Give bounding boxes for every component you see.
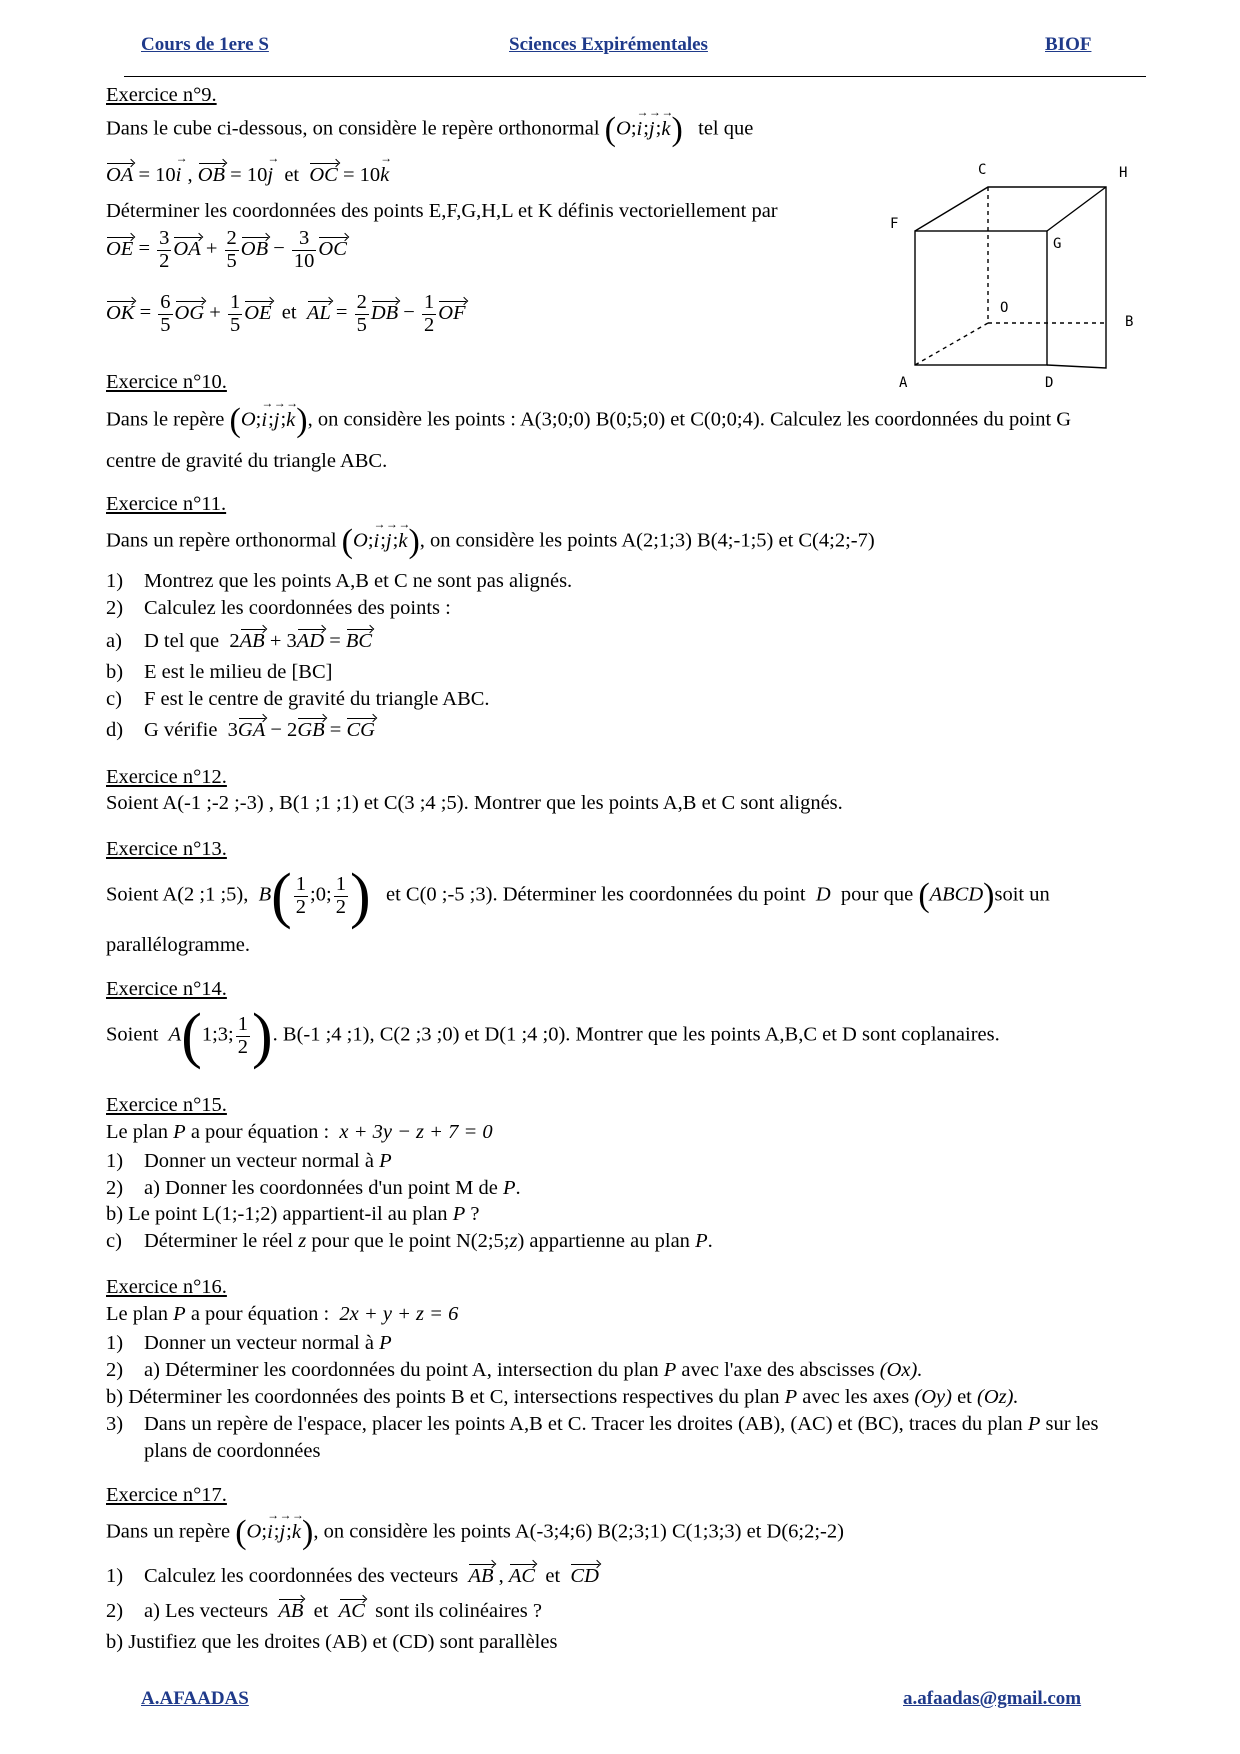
- ex15-item2: 2) a) Donner les coordonnées d'un point M de P.: [106, 1177, 521, 1199]
- ex16-item-b: b) Déterminer les coordonnées des points B et C, intersections respectives du plan P avec les axes (Oy) et (Oz).: [106, 1386, 1019, 1408]
- exercise-13-title: Exercice n°13.: [106, 838, 227, 860]
- ex15-item-b: b) Le point L(1;-1;2) appartient-il au plan P ?: [106, 1203, 480, 1225]
- exercise-15-title: Exercice n°15.: [106, 1094, 227, 1116]
- ex11-item-c: c) F est le centre de gravité du triangle ABC.: [106, 688, 490, 710]
- ex12-line1: Soient A(-1 ;-2 ;-3) , B(1 ;1 ;1) et C(3 ;4 ;5). Montrer que les points A,B et C sont alignés.: [106, 792, 843, 814]
- cube-label-d: D: [1045, 375, 1054, 391]
- exercise-16-title: Exercice n°16.: [106, 1276, 227, 1298]
- ex14-line1: Soient A(1;3; $\frac{1}{2}$ ). B(-1 ;4 ;1), C(2 ;3 ;0) et D(1 ;4 ;0). Montrer que les points A,B,C et D sont coplanaires.: [106, 1002, 1000, 1070]
- exercise-17-title: Exercice n°17.: [106, 1484, 227, 1506]
- ex15-line1: Le plan P a pour équation : x + 3y − z + 7 = 0: [106, 1121, 493, 1143]
- exercise-12-title: Exercice n°12.: [106, 766, 227, 788]
- cube-label-c: C: [978, 162, 987, 178]
- ex9-line3: Déterminer les coordonnées des points E,F,G,H,L et K définis vectoriellement par: [106, 200, 778, 222]
- ex16-item3-cont: plans de coordonnées: [144, 1440, 321, 1462]
- ex16-item1: 1) Donner un vecteur normal à P: [106, 1332, 392, 1354]
- ex16-item3: 3) Dans un repère de l'espace, placer les points A,B et C. Tracer les droites (AB), (AC) et (BC), traces du plan P sur les: [106, 1413, 1099, 1435]
- ex10-line1: Dans le repère (O;i →;j →;k →), on considère les points : A(3;0;0) B(0;5;0) et C(0;0;4). Calculez les coordonnées du point G: [106, 404, 1071, 438]
- header-rule: [124, 76, 1146, 77]
- cube-figure: [885, 155, 1145, 400]
- ex11-item1: 1) Montrez que les points A,B et C ne sont pas alignés.: [106, 570, 573, 592]
- ex13-line1: Soient A(2 ;1 ;5), B( $\frac{1}{2}$ ;0; $\frac{1}{2}$ ) et C(0 ;-5 ;3). Déterminer les coordonnées du point D pour que (ABCD)soit un: [106, 862, 1050, 930]
- ex17-item2: 2) a) Les vecteurs AB et AC sont ils colinéaires ?: [106, 1600, 542, 1622]
- ex11-line1: Dans un repère orthonormal (O;i →;j →;k →), on considère les points A(2;1;3) B(4;-1;5) et C(4;2;-7): [106, 525, 875, 559]
- ex11-item-b: b) E est le milieu de [BC]: [106, 661, 333, 683]
- ex9-formula-oe: OE = $\frac{3}{2}$ OA + $\frac{2}{5}$ OB − $\frac{3}{10}$ OC: [106, 227, 347, 272]
- ex17-item1: 1) Calculez les coordonnées des vecteurs AB , AC et CD: [106, 1565, 599, 1587]
- header-course: Cours de 1ere S: [141, 34, 269, 55]
- cube-label-o: O: [1000, 300, 1009, 316]
- header-subject: Sciences Expirémentales: [509, 34, 708, 55]
- ex11-item-d: d) G vérifie 3GA − 2GB = CG: [106, 719, 375, 741]
- ex15-item1: 1) Donner un vecteur normal à P: [106, 1150, 392, 1172]
- ex10-line2: centre de gravité du triangle ABC.: [106, 450, 388, 472]
- header-track: BIOF: [1045, 34, 1092, 55]
- cube-label-f: F: [890, 216, 899, 232]
- ex9-formula-ok-al: OK = $\frac{6}{5}$ OG + $\frac{1}{5}$ OE et AL = $\frac{2}{5}$ DB − $\frac{1}{2}$ OF: [106, 291, 466, 336]
- footer-email-link[interactable]: a.afaadas@gmail.com: [903, 1688, 1082, 1709]
- ex9-line1: Dans le cube ci-dessous, on considère le repère orthonormal (O;i →;j →;k →) tel que: [106, 113, 753, 147]
- exercise-14-title: Exercice n°14.: [106, 978, 227, 1000]
- ex9-line2: OA = 10i → , OB = 10j → et OC = 10k →: [106, 164, 390, 187]
- ex16-item2: 2) a) Déterminer les coordonnées du point A, intersection du plan P avec l'axe des abscisses (Ox).: [106, 1359, 923, 1381]
- cube-label-g: G: [1053, 236, 1062, 252]
- exercise-10-title: Exercice n°10.: [106, 371, 227, 393]
- ex11-item-a: a) D tel que 2AB + 3AD = BC: [106, 630, 373, 652]
- cube-label-h: H: [1119, 165, 1128, 181]
- footer-author: A.AFAADAS: [141, 1688, 249, 1709]
- ex17-item-b: b) Justifiez que les droites (AB) et (CD) sont parallèles: [106, 1631, 558, 1653]
- exercise-9-title: Exercice n°9.: [106, 84, 217, 106]
- ex17-line1: Dans un repère (O;i →;j →;k →), on considère les points A(-3;4;6) B(2;3;1) C(1;3;3) et D(6;2;-2): [106, 1516, 844, 1550]
- ex15-item-c: c) Déterminer le réel z pour que le point N(2;5;z) appartienne au plan P.: [106, 1230, 713, 1252]
- ex16-line1: Le plan P a pour équation : 2x + y + z = 6: [106, 1303, 459, 1325]
- cube-label-b: B: [1125, 314, 1134, 330]
- ex11-item2: 2) Calculez les coordonnées des points :: [106, 597, 451, 619]
- exercise-11-title: Exercice n°11.: [106, 493, 227, 515]
- cube-label-a: A: [899, 375, 908, 391]
- ex13-line2: parallélogramme.: [106, 934, 251, 956]
